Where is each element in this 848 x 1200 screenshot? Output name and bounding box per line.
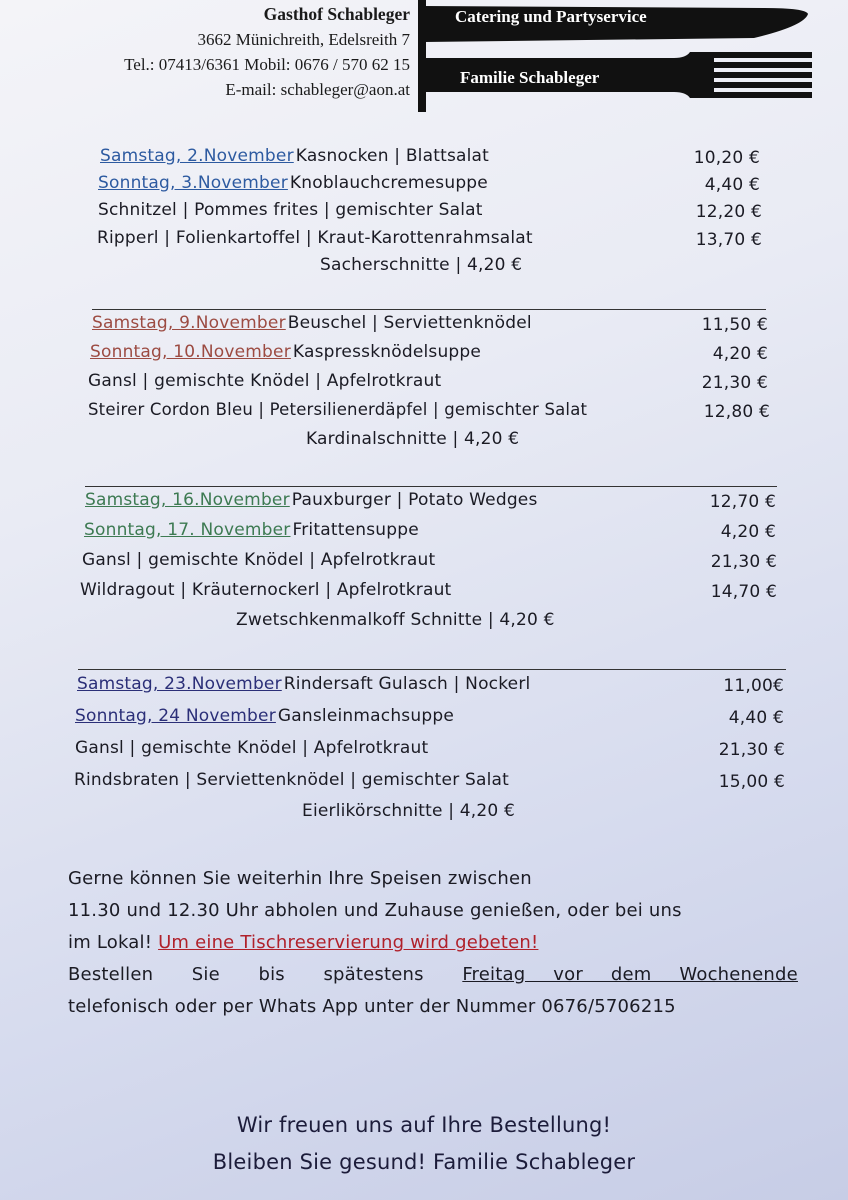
price: 14,70 € <box>710 582 777 602</box>
menu-row: Schnitzel | Pommes frites | gemischter Salat <box>98 200 483 220</box>
price: 11,00€ <box>723 676 784 696</box>
price: 4,20 € <box>712 344 768 364</box>
pickup-notice <box>68 863 798 1023</box>
week-divider <box>78 669 786 670</box>
price: 12,70 € <box>709 492 776 512</box>
date-label: Sonntag, 17. November <box>84 520 291 540</box>
dessert-row: Zwetschkenmalkoff Schnitte | 4,20 € <box>236 610 555 630</box>
business-email: E-mail: schableger@aon.at <box>225 80 410 99</box>
menu-row-saturday <box>77 674 530 694</box>
price: 21,30 € <box>701 373 768 393</box>
date-label: Samstag, 2.November <box>100 146 294 166</box>
dessert-row: Kardinalschnitte | 4,20 € <box>306 429 520 449</box>
notice-prefix: im Lokal! <box>68 932 153 953</box>
notice-word: spätestens <box>323 964 424 985</box>
banner-catering: Catering und Partyservice <box>455 7 647 26</box>
menu-row: Wildragout | Kräuternockerl | Apfelrotkraut <box>80 580 452 600</box>
price: 12,80 € <box>703 402 770 422</box>
reservation-request: Um eine Tischreservierung wird gebeten! <box>158 932 539 953</box>
menu-row-saturday <box>85 490 538 510</box>
closing-line: Bleiben Sie gesund! Familie Schableger <box>212 1150 636 1174</box>
price: 4,40 € <box>728 708 784 728</box>
menu-row-sunday <box>90 342 481 362</box>
business-name: Gasthof Schableger <box>263 4 410 24</box>
date-label: Sonntag, 24 November <box>75 706 276 726</box>
dish: Pauxburger | Potato Wedges <box>291 490 538 510</box>
closing-line: Wir freuen uns auf Ihre Bestellung! <box>236 1113 612 1137</box>
price: 21,30 € <box>710 552 777 572</box>
notice-line: telefonisch oder per Whats App unter der Nummer 0676/5706215 <box>68 996 676 1017</box>
notice-word: Bestellen <box>68 964 154 985</box>
week-divider <box>92 309 766 310</box>
notice-line: Gerne können Sie weiterhin Ihre Speisen zwischen <box>68 868 532 889</box>
menu-row: Steirer Cordon Bleu | Petersilienerdäpfel | gemischter Salat <box>88 400 588 419</box>
dish: Beuschel | Serviettenknödel <box>287 313 532 333</box>
price: 4,40 € <box>704 175 760 195</box>
dessert-row: Eierlikörschnitte | 4,20 € <box>302 801 516 821</box>
closing-message <box>0 1107 848 1181</box>
notice-line: 11.30 und 12.30 Uhr abholen und Zuhause genießen, oder bei uns <box>68 900 682 921</box>
dish: Gansleinmachsuppe <box>277 706 454 726</box>
menu-row-saturday <box>92 313 532 333</box>
business-phone: Tel.: 07413/6361 Mobil: 0676 / 570 62 15 <box>124 55 410 74</box>
menu-row: Rindsbraten | Serviettenknödel | gemischter Salat <box>74 770 510 790</box>
price: 11,50 € <box>701 315 768 335</box>
date-label: Samstag, 16.November <box>85 490 290 510</box>
date-label: Sonntag, 10.November <box>90 342 291 362</box>
order-deadline-line <box>68 959 798 991</box>
menu-row-sunday <box>75 706 454 726</box>
business-address: 3662 Münichreith, Edelsreith 7 <box>197 30 410 49</box>
week-divider <box>85 486 777 487</box>
dessert-row: Sacherschnitte | 4,20 € <box>320 255 523 275</box>
menu-row-sunday <box>84 520 419 540</box>
price: 10,20 € <box>693 148 760 168</box>
price: 4,20 € <box>720 522 776 542</box>
menu-row-sunday <box>98 173 488 193</box>
dish: Knoblauchcremesuppe <box>289 173 488 193</box>
menu-row: Gansl | gemischte Knödel | Apfelrotkraut <box>75 738 429 758</box>
dish: Kasnocken | Blattsalat <box>295 146 490 166</box>
menu-row-saturday <box>100 146 489 166</box>
menu-row: Gansl | gemischte Knödel | Apfelrotkraut <box>88 371 442 391</box>
menu-row: Gansl | gemischte Knödel | Apfelrotkraut <box>82 550 436 570</box>
dish: Fritattensuppe <box>292 520 419 540</box>
date-label: Sonntag, 3.November <box>98 173 288 193</box>
menu-row: Ripperl | Folienkartoffel | Kraut-Karottenrahmsalat <box>97 228 533 248</box>
banner-family: Familie Schableger <box>460 68 600 87</box>
notice-word: Sie <box>191 964 220 985</box>
price: 13,70 € <box>695 230 762 250</box>
notice-line <box>68 927 798 959</box>
price: 12,20 € <box>695 202 762 222</box>
notice-word: bis <box>258 964 285 985</box>
dish: Rindersaft Gulasch | Nockerl <box>283 674 531 694</box>
dish: Kaspressknödelsuppe <box>292 342 482 362</box>
business-header <box>124 2 410 102</box>
date-label: Samstag, 23.November <box>77 674 282 694</box>
deadline-day: Freitag vor dem Wochenende <box>462 964 798 985</box>
price: 15,00 € <box>718 772 785 792</box>
price: 21,30 € <box>718 740 785 760</box>
date-label: Samstag, 9.November <box>92 313 286 333</box>
